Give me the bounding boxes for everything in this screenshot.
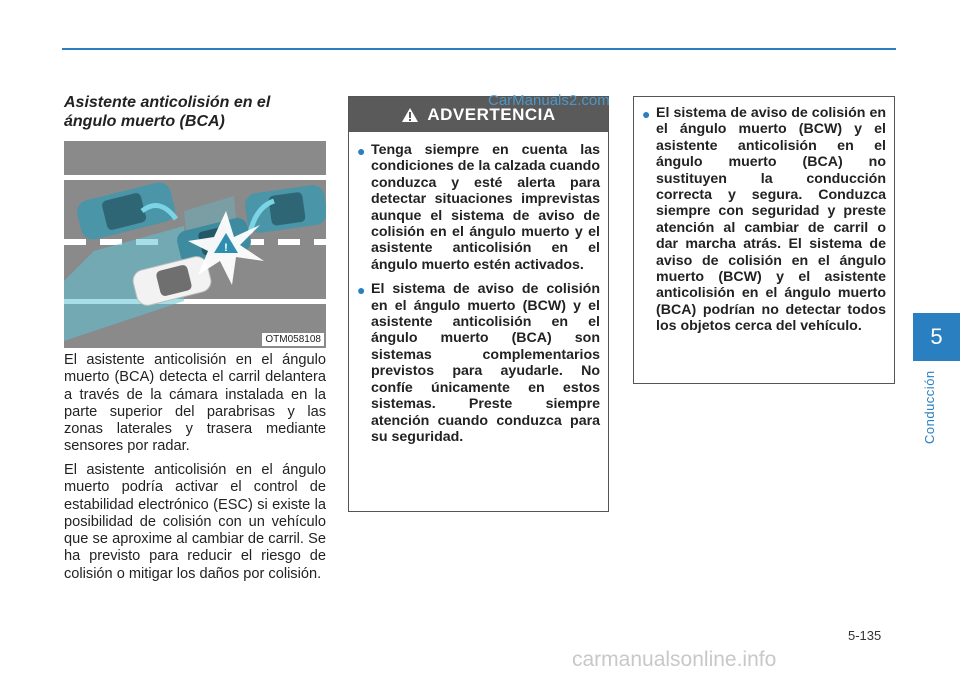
chapter-label: Conducción [922,370,937,444]
chapter-tab[interactable]: 5 [913,313,960,361]
road-top-edge [64,175,326,180]
paragraph-2: El asistente anticolisión en el ángulo muerto podría activar el control de estabilidad electrónico (ESC) si existe la posibilidad de colisión con un vehículo que se aproxime al cambiar de carril. Se ha previsto para reducir el riesgo de colisión o mitigar los daños por colisión. [64,462,326,582]
warning-item: ● El sistema de aviso de colisión en el ángulo muerto (BCW) y el asistente anticolisión en el ángulo muerto (BCA) no sustituyen la conducción correcta y segura. Conduzca siempre con seguridad y preste atención al cambiar de carril o dar marcha atrás. El sistema de aviso de colisión en el ángulo muerto (BCW) y el asistente anticolisión en el ángulo muerto (BCA) podrían no detectar todos los objetos cerca del vehículo. [642,105,886,335]
figure-code: OTM058108 [262,333,324,346]
warning-item: ● El sistema de aviso de colisión en el ángulo muerto (BCW) y el asistente anticolisión en el ángulo muerto (BCA) son sistemas complementarios previstos para ayudarle. No confíe únicamente en estos sistemas. Preste siempre atención cuando conduzca para su seguridad. [357,281,600,445]
bca-figure [64,141,326,348]
section-title: Asistente anticolisión en el ángulo muerto (BCA) [64,94,271,130]
bullet-icon: ● [357,143,366,159]
watermark-bottom: carmanualsonline.info [572,648,777,671]
warning-continued-box [633,96,895,384]
svg-text:!: ! [224,242,228,254]
warning-triangle-icon [401,107,419,123]
warning-title: ADVERTENCIA [427,104,556,124]
top-rule [62,48,896,50]
bullet-icon: ● [357,282,366,299]
warning-box [348,96,609,512]
paragraph-1: El asistente anticolisión en el ángulo muerto (BCA) detecta el carril delantera a través de la cámara instalada en la parte superior del parabrisas y las zonas laterales y trasera mediante sensores por radar. [64,352,326,455]
bca-illustration [64,141,326,348]
page-number: 5-135 [848,628,882,643]
watermark-top[interactable]: CarManuals2.com [488,92,610,109]
warning-continued-list [634,97,894,335]
bullet-icon: ● [642,106,651,122]
warning-item: ● Tenga siempre en cuenta las condiciones de la calzada cuando conduzca y esté alerta para detectar situaciones imprevistas aunque el sistema de aviso de colisión en el ángulo muerto y el asistente anticolisión en el ángulo muerto estén activados. [357,142,600,273]
warning-list [349,132,608,445]
